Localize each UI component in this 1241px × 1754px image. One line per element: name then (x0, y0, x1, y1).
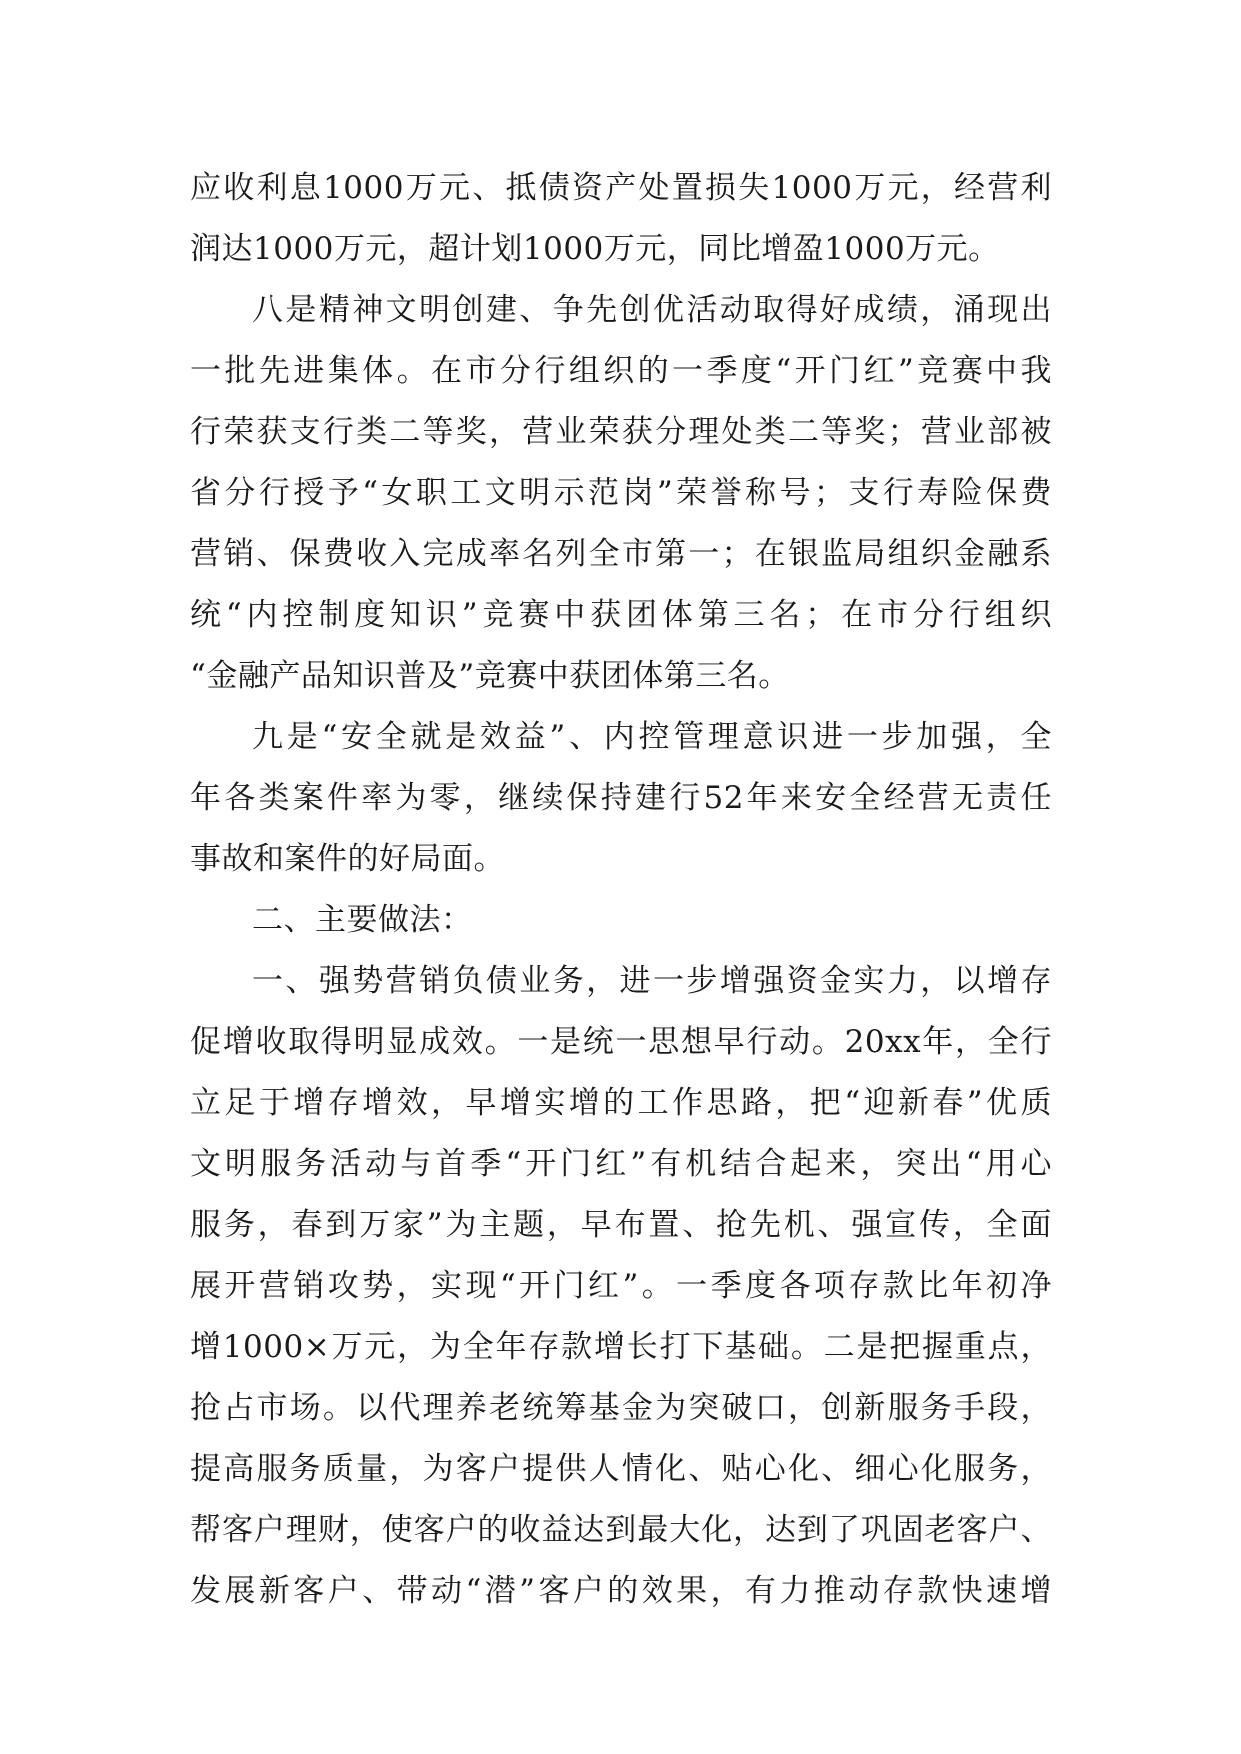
text-line: 文明服务活动与首季“开门红”有机结合起来，突出“用心 (190, 1146, 1052, 1182)
text-line: 促增收取得明显成效。一是统一思想早行动。20xx年，全行 (190, 1024, 1052, 1060)
text-line: 展开营销攻势，实现“开门红”。一季度各项存款比年初净 (190, 1268, 1052, 1304)
text-line: 发展新客户、带动“潜”客户的效果，有力推动存款快速增 (190, 1573, 1052, 1609)
document-body (190, 158, 1052, 1622)
text-line: 省分行授予“女职工文明示范岗”荣誉称号；支行寿险保费 (190, 475, 1052, 511)
text-line: 一批先进集体。在市分行组织的一季度“开门红”竞赛中我 (190, 353, 1052, 389)
text-line: 统“内控制度知识”竞赛中获团体第三名；在市分行组织 (190, 597, 1052, 633)
text-line: 提高服务质量，为客户提供人情化、贴心化、细心化服务， (190, 1451, 1052, 1487)
text-line: “金融产品知识普及”竞赛中获团体第三名。 (190, 658, 790, 694)
text-line: 立足于增存增效，早增实增的工作思路，把“迎新春”优质 (190, 1085, 1052, 1121)
text-line: 事故和案件的好局面。 (190, 841, 505, 877)
text-line: 抢占市场。以代理养老统筹基金为突破口，创新服务手段， (190, 1390, 1052, 1426)
text-line: 帮客户理财，使客户的收益达到最大化，达到了巩固老客户、 (190, 1512, 1052, 1548)
text-line: 行荣获支行类二等奖，营业荣获分理处类二等奖；营业部被 (190, 414, 1052, 450)
text-line: 九是“安全就是效益”、内控管理意识进一步加强，全 (252, 719, 1052, 755)
text-line: 八是精神文明创建、争先创优活动取得好成绩，涌现出 (252, 292, 1052, 328)
text-line: 一、强势营销负债业务，进一步增强资金实力，以增存 (252, 963, 1052, 999)
text-line: 增1000×万元，为全年存款增长打下基础。二是把握重点， (190, 1329, 1052, 1365)
text-line: 润达1000万元，超计划1000万元，同比增盈1000万元。 (190, 231, 1000, 267)
text-line: 营销、保费收入完成率名列全市第一；在银监局组织金融系 (190, 536, 1052, 572)
text-line: 年各类案件率为零，继续保持建行52年来安全经营无责任 (190, 780, 1052, 816)
text-line: 服务，春到万家”为主题，早布置、抢先机、强宣传，全面 (190, 1207, 1052, 1243)
text-line: 应收利息1000万元、抵债资产处置损失1000万元，经营利 (190, 170, 1052, 206)
text-line: 二、主要做法： (252, 902, 473, 938)
